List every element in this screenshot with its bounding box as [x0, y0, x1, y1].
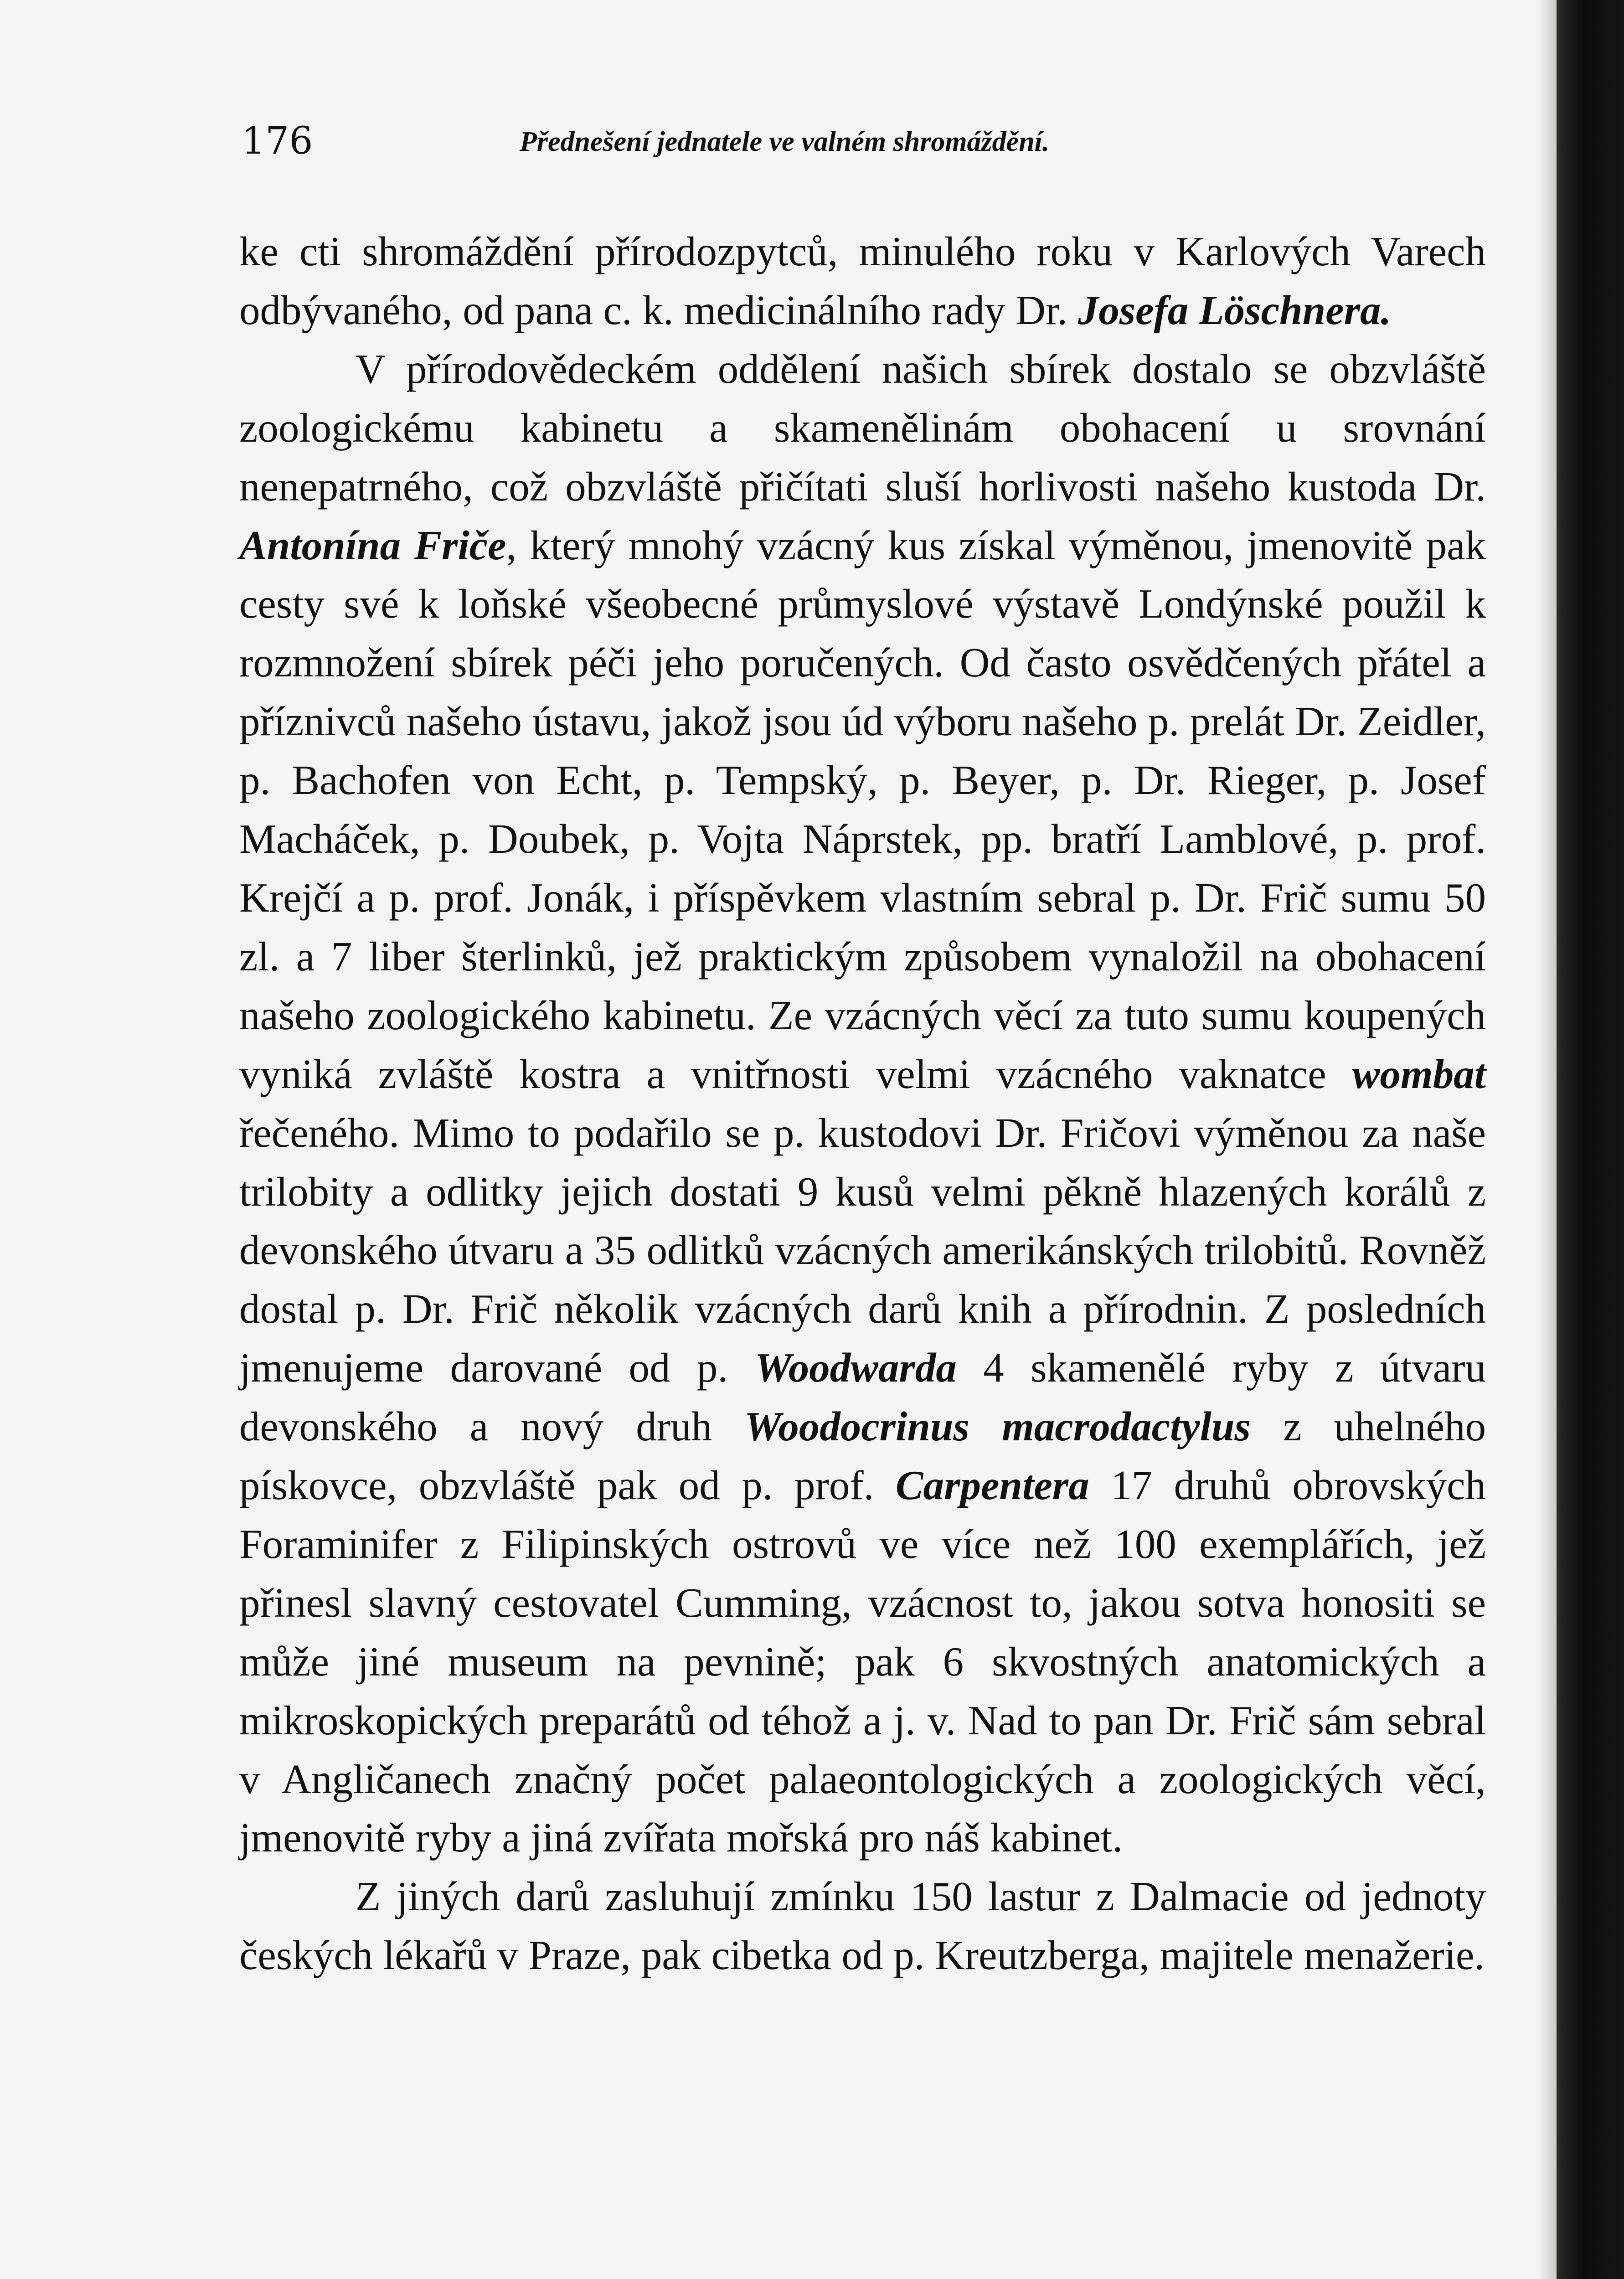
page-header — [242, 119, 1490, 174]
running-title: Přednešení jednatele ve valném shromáždění. — [520, 126, 1050, 157]
person-name-loschner: Josefa Löschnera. — [1078, 287, 1392, 333]
paragraph-1 — [239, 222, 1486, 340]
page-number: 176 — [242, 119, 313, 163]
paragraph-3 — [239, 1867, 1486, 1985]
text-segment: , který mnohý vzácný kus získal výměnou, jmenovitě pak cesty své k loňské všeobecné průmyslové výstavě Londýnské použil k rozmnožení sbírek péči jeho poručených. Od často osvědčených přátel a příznivců našeho ústavu, jakož jsou úd výboru našeho p. prelát Dr. Zeidler, p. Bachofen von Echt, p. Tempský, p. Beyer, p. Dr. Rieger, p. Josef Macháček, p. Doubek, p. Vojta Náprstek, pp. bratří Lamblové, p. prof. Krejčí a p. prof. Jonák, i příspěvkem vlastním sebral p. Dr. Frič sumu 50 zl. a 7 liber šterlinků, jež praktickým způsobem vynaložil na obohacení našeho zoologického kabinetu. Ze vzácných věcí za tuto sumu koupených vyniká zvláště kostra a vnitřnosti velmi vzácného vaknatce — [239, 522, 1486, 1097]
species-name-wombat: wombat — [1352, 1051, 1486, 1097]
text-segment: Z jiných darů zasluhují zmínku 150 lastur z Dalmacie od jednoty českých lékařů v Praze, pak cibetka od p. Kreutzberga, majitele menažerie. — [239, 1873, 1486, 1979]
text-segment: z uhelného pískovce, obzvláště pak od p. prof. — [239, 1403, 1486, 1509]
person-name-carpenter: Carpentera — [895, 1462, 1089, 1509]
paragraph-2 — [239, 340, 1486, 1868]
scan-dark-edge — [1557, 0, 1624, 2279]
page-edge-shadow — [1538, 0, 1557, 2279]
body-text — [239, 222, 1486, 1985]
text-segment: 4 skamenělé ryby z útvaru devonského a nový druh — [239, 1345, 1486, 1450]
text-segment: ke cti shromáždění přírodozpytců, minulého roku v Karlových Varech odbývaného, od pana c. k. medicinálního rady Dr. — [239, 228, 1486, 333]
text-segment: 17 druhů obrovských Foraminifer z Filipinských ostrovů ve více než 100 exemplářích, jež přinesl slavný cestovatel Cumming, vzácnost to, jakou sotva honositi se může jiné museum na pevnině; pak 6 skvostných anatomických a mikroskopických preparátů od téhož a j. v. Nad to pan Dr. Frič sám sebral v Angličanech značný počet palaeontologických a zoologických věcí, jmenovitě ryby a jiná zvířata mořská pro náš kabinet. — [239, 1462, 1486, 1861]
person-name-woodward: Woodwarda — [754, 1345, 957, 1391]
text-segment: řečeného. Mimo to podařilo se p. kustodovi Dr. Fričovi výměnou za naše trilobity a odlitky jejich dostati 9 kusů velmi pěkně hlazených korálů z devonského útvaru a 35 odlitků vzácných amerikánských trilobitů. Rovněž dostal p. Dr. Frič několik vzácných darů knih a přírodnin. Z posledních jmenujeme darované od p. — [239, 1109, 1486, 1391]
species-name-woodocrinus: Woodocrinus macrodactylus — [744, 1403, 1251, 1450]
text-segment: V přírodovědeckém oddělení našich sbírek dostalo se obzvláště zoologickému kabinetu a skamenělinám obohacení u srovnání nenepatrného, což obzvláště přičítati sluší horlivosti našeho kustoda Dr. — [239, 345, 1486, 510]
person-name-fric: Antonína Friče — [239, 522, 506, 568]
